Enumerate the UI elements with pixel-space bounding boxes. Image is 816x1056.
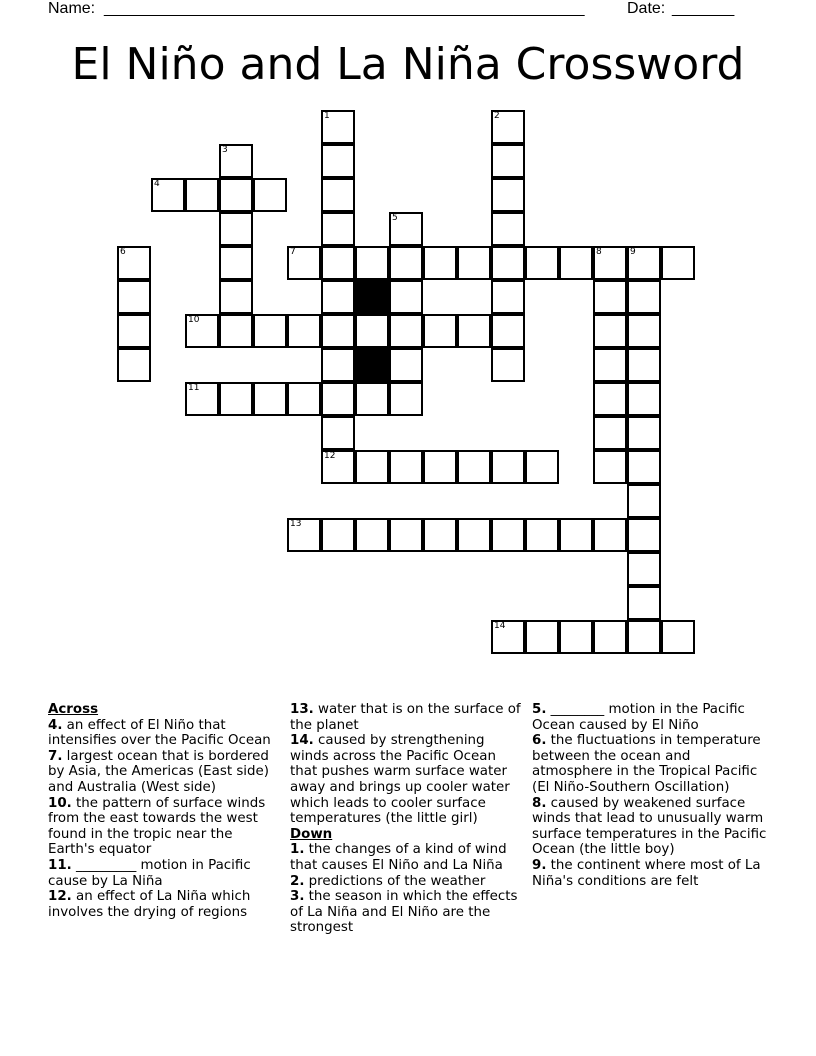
grid-cell[interactable] xyxy=(559,518,593,552)
grid-cell[interactable] xyxy=(355,246,389,280)
date-field[interactable]: _______ xyxy=(672,0,735,17)
grid-cell[interactable] xyxy=(389,212,423,246)
grid-cell[interactable] xyxy=(627,246,661,280)
clue-item-number: 4. xyxy=(48,717,63,733)
grid-block xyxy=(355,348,389,382)
grid-cell[interactable] xyxy=(593,382,627,416)
grid-cell[interactable] xyxy=(321,382,355,416)
grid-cell[interactable] xyxy=(593,450,627,484)
clue-number: 1 xyxy=(324,111,330,121)
grid-cell[interactable] xyxy=(457,314,491,348)
clue-item-text: _________ motion in Pacific cause by La Niña xyxy=(48,857,251,889)
clue-item-text: the season in which the effects of La Niña and El Niño are the strongest xyxy=(290,889,518,936)
clue-number: 8 xyxy=(596,247,602,257)
grid-cell[interactable] xyxy=(185,382,219,416)
grid-cell[interactable] xyxy=(321,178,355,212)
clue-item-number: 11. xyxy=(48,857,72,873)
grid-cell[interactable] xyxy=(593,280,627,314)
clue-number: 11 xyxy=(188,383,200,393)
grid-cell[interactable] xyxy=(185,314,219,348)
grid-cell[interactable] xyxy=(321,518,355,552)
grid-cell[interactable] xyxy=(491,110,525,144)
grid-cell[interactable] xyxy=(627,484,661,518)
grid-cell[interactable] xyxy=(491,314,525,348)
clue-number: 14 xyxy=(494,621,506,631)
grid-cell[interactable] xyxy=(389,348,423,382)
date-label: Date: xyxy=(627,0,666,17)
grid-cell[interactable] xyxy=(219,314,253,348)
grid-cell[interactable] xyxy=(457,246,491,280)
clue-item xyxy=(290,702,526,733)
clue-item xyxy=(48,749,282,796)
clue-number: 9 xyxy=(630,247,636,257)
grid-cell[interactable] xyxy=(525,620,559,654)
grid-cell[interactable] xyxy=(627,620,661,654)
clue-item-number: 2. xyxy=(290,873,305,889)
clue-item xyxy=(290,733,526,827)
grid-cell[interactable] xyxy=(117,246,151,280)
clue-item-text: an effect of La Niña which involves the drying of regions xyxy=(48,889,251,920)
grid-cell[interactable] xyxy=(219,178,253,212)
grid-cell[interactable] xyxy=(219,280,253,314)
grid-cell[interactable] xyxy=(593,314,627,348)
name-label: Name: xyxy=(48,0,96,17)
clue-item xyxy=(532,733,768,795)
grid-cell[interactable] xyxy=(423,314,457,348)
clue-number: 3 xyxy=(222,145,228,155)
grid-cell[interactable] xyxy=(627,518,661,552)
clue-item xyxy=(290,842,526,873)
grid-cell[interactable] xyxy=(321,246,355,280)
clue-item-text: water that is on the surface of the planet xyxy=(290,702,521,733)
grid-cell[interactable] xyxy=(525,246,559,280)
clue-number: 6 xyxy=(120,247,126,257)
clue-item-number: 14. xyxy=(290,733,314,749)
grid-cell[interactable] xyxy=(491,178,525,212)
grid-cell[interactable] xyxy=(219,212,253,246)
grid-cell[interactable] xyxy=(423,246,457,280)
clue-item-number: 8. xyxy=(532,795,547,811)
grid-cell[interactable] xyxy=(559,620,593,654)
grid-cell[interactable] xyxy=(661,246,695,280)
clue-column-3 xyxy=(532,702,768,889)
clue-number: 5 xyxy=(392,213,398,223)
grid-cell[interactable] xyxy=(287,246,321,280)
clue-number: 7 xyxy=(290,247,296,257)
grid-cell[interactable] xyxy=(117,314,151,348)
grid-block xyxy=(355,280,389,314)
grid-cell[interactable] xyxy=(321,280,355,314)
grid-cell[interactable] xyxy=(491,212,525,246)
grid-cell[interactable] xyxy=(219,246,253,280)
grid-cell[interactable] xyxy=(389,518,423,552)
clue-column-2 xyxy=(290,702,526,936)
grid-cell[interactable] xyxy=(627,416,661,450)
clue-number: 12 xyxy=(324,451,336,461)
grid-cell[interactable] xyxy=(491,518,525,552)
grid-cell[interactable] xyxy=(593,348,627,382)
clue-item xyxy=(48,796,282,858)
clue-item-text: caused by weakened surface winds that lead to unusually warm surface temperatures in the Pacific Ocean (the little boy) xyxy=(532,795,767,858)
clue-item-text: the fluctuations in temperature between the ocean and atmosphere in the Tropical Pacific (El Niño-Southern Oscillation) xyxy=(532,733,761,795)
grid-cell[interactable] xyxy=(185,178,219,212)
clue-item-text: an effect of El Niño that intensifies over the Pacific Ocean xyxy=(48,717,271,749)
grid-cell[interactable] xyxy=(117,280,151,314)
grid-cell[interactable] xyxy=(253,382,287,416)
grid-cell[interactable] xyxy=(491,348,525,382)
grid-cell[interactable] xyxy=(117,348,151,382)
clue-item-text: largest ocean that is bordered by Asia, the Americas (East side) and Australia (West side) xyxy=(48,748,269,795)
grid-cell[interactable] xyxy=(389,382,423,416)
grid-cell[interactable] xyxy=(253,314,287,348)
grid-cell[interactable] xyxy=(593,246,627,280)
clue-item-number: 1. xyxy=(290,842,305,858)
clue-item-number: 9. xyxy=(532,857,547,873)
grid-cell[interactable] xyxy=(321,110,355,144)
grid-cell[interactable] xyxy=(389,450,423,484)
clue-item-number: 7. xyxy=(48,748,63,764)
grid-cell[interactable] xyxy=(457,450,491,484)
clue-item-number: 5. xyxy=(532,702,547,717)
grid-cell[interactable] xyxy=(219,144,253,178)
grid-cell[interactable] xyxy=(491,450,525,484)
grid-cell[interactable] xyxy=(491,620,525,654)
clue-item xyxy=(532,702,768,733)
grid-cell[interactable] xyxy=(355,382,389,416)
clue-item xyxy=(532,796,768,858)
grid-cell[interactable] xyxy=(287,518,321,552)
grid-cell[interactable] xyxy=(355,450,389,484)
grid-cell[interactable] xyxy=(559,246,593,280)
grid-cell[interactable] xyxy=(321,450,355,484)
clue-item-text: the continent where most of La Niña's conditions are felt xyxy=(532,857,761,889)
clue-item xyxy=(290,874,526,890)
grid-cell[interactable] xyxy=(321,416,355,450)
clue-item xyxy=(48,858,282,889)
clue-item-text: caused by strengthening winds across the Pacific Ocean that pushes warm surface water away and brings up cooler water which leads to cooler surface temperatures (the little girl) xyxy=(290,733,510,827)
clue-item xyxy=(48,718,282,749)
grid-cell[interactable] xyxy=(151,178,185,212)
clue-item-number: 10. xyxy=(48,795,72,811)
page-title: El Niño and La Niña Crossword xyxy=(71,39,745,90)
grid-cell[interactable] xyxy=(389,246,423,280)
grid-cell[interactable] xyxy=(355,314,389,348)
clue-number: 10 xyxy=(188,315,200,325)
clue-heading-across: Across xyxy=(48,702,99,717)
clue-item-text: ________ motion in the Pacific Ocean caused by El Niño xyxy=(532,702,745,733)
grid-cell[interactable] xyxy=(627,348,661,382)
grid-cell[interactable] xyxy=(355,518,389,552)
grid-cell[interactable] xyxy=(389,314,423,348)
name-field[interactable]: ______________________________________________________ xyxy=(104,0,585,17)
grid-cell[interactable] xyxy=(661,620,695,654)
grid-cell[interactable] xyxy=(593,620,627,654)
grid-cell[interactable] xyxy=(287,314,321,348)
clue-item-number: 6. xyxy=(532,733,547,749)
grid-cell[interactable] xyxy=(321,348,355,382)
grid-cell[interactable] xyxy=(491,144,525,178)
grid-cell[interactable] xyxy=(593,518,627,552)
grid-cell[interactable] xyxy=(525,518,559,552)
clue-item xyxy=(290,889,526,936)
grid-cell[interactable] xyxy=(253,178,287,212)
grid-cell[interactable] xyxy=(627,280,661,314)
grid-cell[interactable] xyxy=(457,518,491,552)
grid-cell[interactable] xyxy=(423,450,457,484)
grid-cell[interactable] xyxy=(321,144,355,178)
clue-item-number: 13. xyxy=(290,702,314,717)
grid-cell[interactable] xyxy=(389,280,423,314)
grid-cell[interactable] xyxy=(593,416,627,450)
grid-cell[interactable] xyxy=(627,382,661,416)
grid-cell[interactable] xyxy=(627,314,661,348)
clue-item xyxy=(48,889,282,920)
clue-number: 4 xyxy=(154,179,160,189)
grid-cell[interactable] xyxy=(627,450,661,484)
clue-item-text: predictions of the weather xyxy=(308,873,486,889)
grid-cell[interactable] xyxy=(491,280,525,314)
grid-cell[interactable] xyxy=(491,246,525,280)
grid-cell[interactable] xyxy=(287,382,321,416)
clue-item-text: the pattern of surface winds from the east towards the west found in the tropic near the Earth's equator xyxy=(48,795,266,858)
grid-cell[interactable] xyxy=(321,314,355,348)
clue-number: 2 xyxy=(494,111,500,121)
clue-item xyxy=(532,858,768,889)
grid-cell[interactable] xyxy=(627,552,661,586)
grid-cell[interactable] xyxy=(627,586,661,620)
clue-item-number: 12. xyxy=(48,889,72,905)
clue-number: 13 xyxy=(290,519,302,529)
grid-cell[interactable] xyxy=(321,212,355,246)
grid-cell[interactable] xyxy=(423,518,457,552)
clue-item-number: 3. xyxy=(290,889,305,905)
clue-item-text: the changes of a kind of wind that causes El Niño and La Niña xyxy=(290,842,507,873)
grid-cell[interactable] xyxy=(219,382,253,416)
clue-column-1 xyxy=(48,702,282,920)
grid-cell[interactable] xyxy=(525,450,559,484)
clue-heading-down: Down xyxy=(290,826,333,842)
